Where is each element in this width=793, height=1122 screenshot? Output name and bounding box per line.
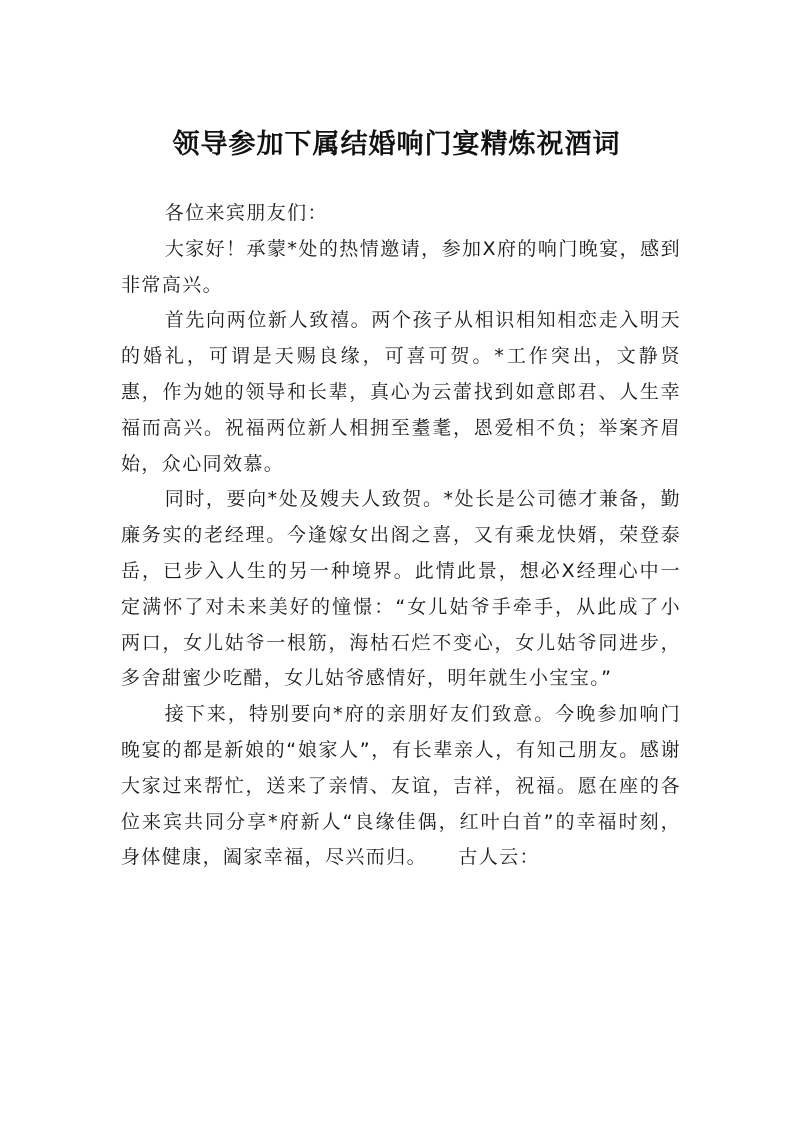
document-body xyxy=(121,196,681,876)
paragraph-parents: 同时，要向*处及嫂夫人致贺。*处长是公司德才兼备，勤廉务实的老经理。今逢嫁女出阁之喜，又有乘龙快婿，荣登泰岳，已步入人生的另一种境界。此情此景，想必X经理心中一定满怀了对未来美好的憧憬：“女儿姑爷手牵手，从此成了小两口，女儿姑爷一根筋，海枯石烂不变心，女儿姑爷同进步，多舍甜蜜少吃醋，女儿姑爷感情好，明年就生小宝宝。” xyxy=(121,488,681,690)
paragraph-greeting: 各位来宾朋友们： xyxy=(164,202,328,224)
paragraph-newlyweds: 首先向两位新人致禧。两个孩子从相识相知相恋走入明天的婚礼，可谓是天赐良缘，可喜可贺。*工作突出，文静贤惠，作为她的领导和长辈，真心为云蕾找到如意郎君、人生幸福而高兴。祝福两位新人相拥至耋耄，恩爱相不负；举案齐眉始，众心同效慕。 xyxy=(121,309,681,475)
paragraph-guests: 接下来，特别要向*府的亲朋好友们致意。今晚参加响门晚宴的都是新娘的“娘家人”，有长辈亲人，有知己朋友。感谢大家过来帮忙，送来了亲情、友谊，吉祥，祝福。愿在座的各位来宾共同分享*府新人“良缘佳偶，红叶白首”的幸福时刻，身体健康，阖家幸福，尽兴而归。 古人云： xyxy=(121,703,681,869)
paragraph-opening: 大家好！承蒙*处的热情邀请，参加X府的响门晚宴，感到非常高兴。 xyxy=(121,237,681,296)
document-title: 领导参加下属结婚响门宴精炼祝酒词 xyxy=(172,129,621,160)
